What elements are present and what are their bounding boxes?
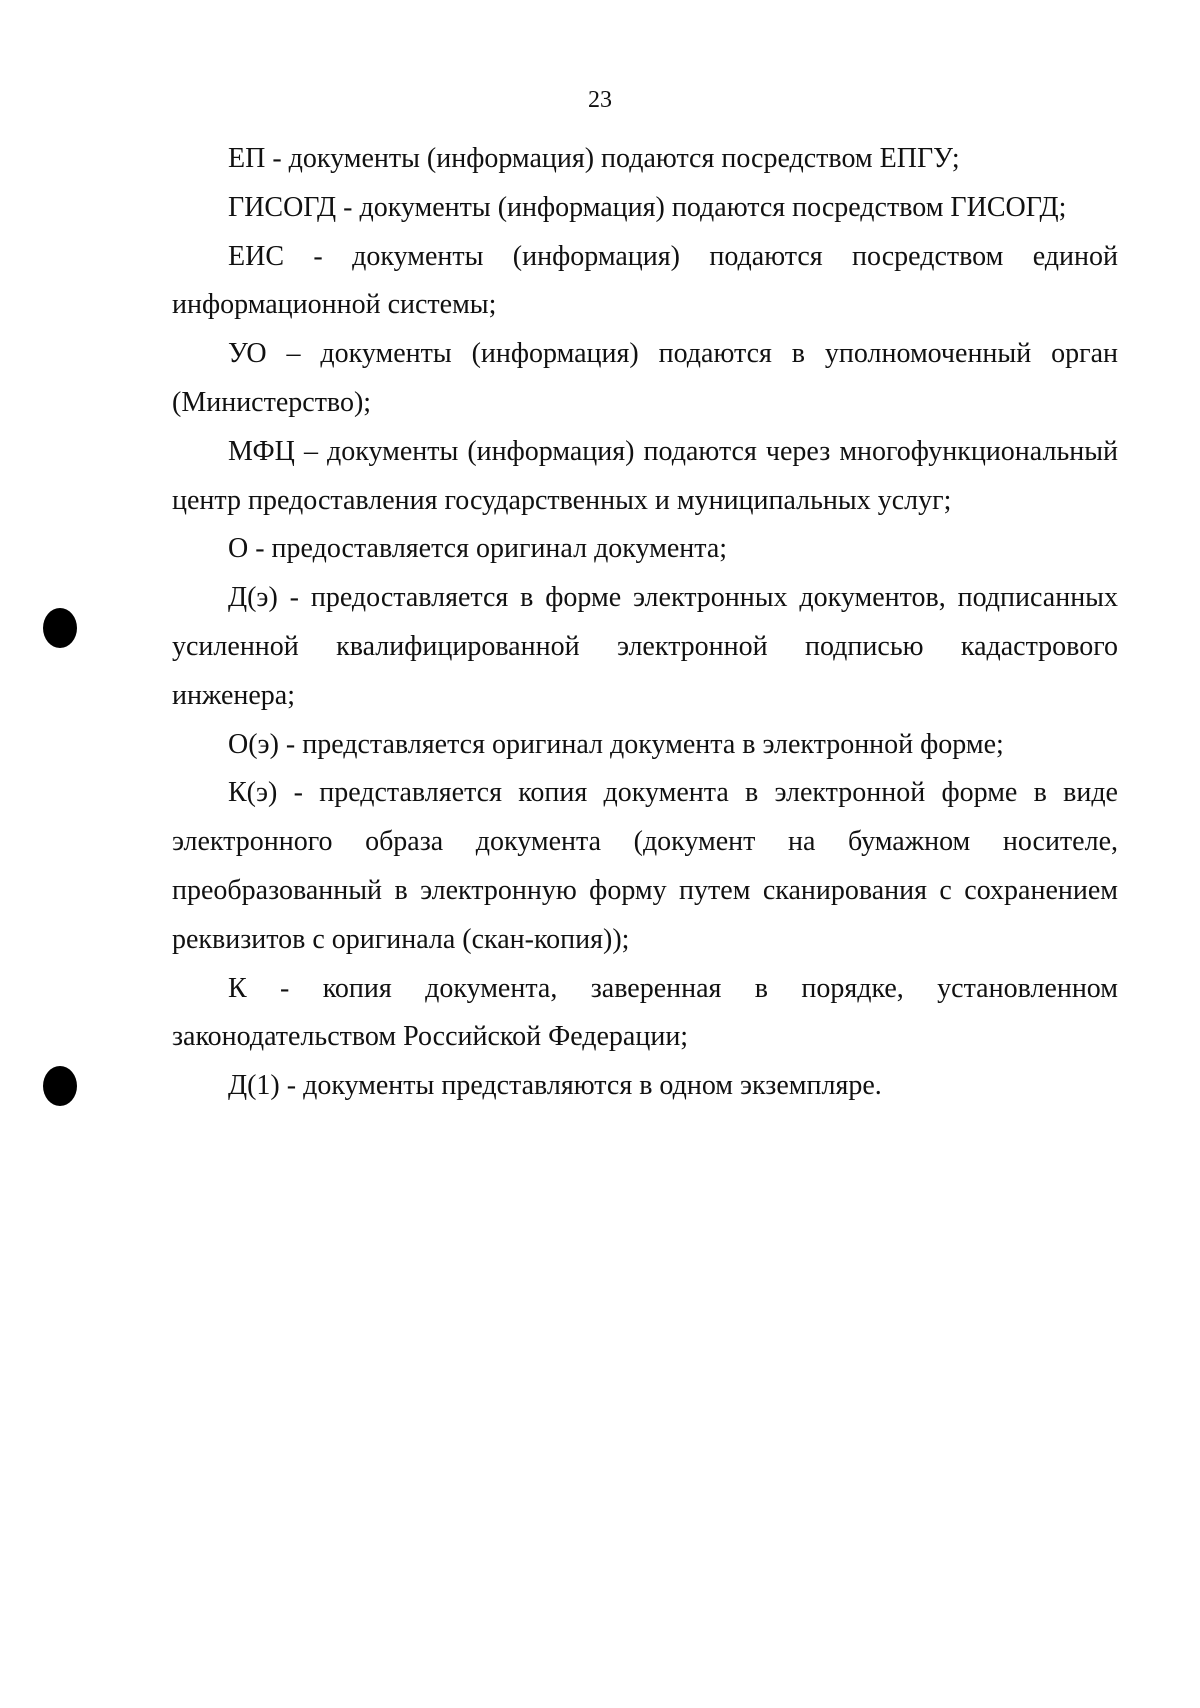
punch-hole-top [43,608,77,648]
paragraph-o: О - предоставляется оригинал документа; [228,533,728,565]
paragraph-eis: ЕИС - документы (информация) подаются посредством единой информационной системы; [172,240,1118,321]
paragraph-k-e: К(э) - представляется копия документа в электронной форме в виде электронного образа документа (документ на бумажном носителе, преобразованный в электронную форму путем сканирования с сохранением реквизитов с оригинала (скан-копия)); [172,777,1118,955]
document-body [172,135,1118,1111]
paragraph-ep: ЕП - документы (информация) подаются посредством ЕПГУ; [228,143,960,174]
paragraph-gisogd: ГИСОГД - документы (информация) подаются посредством ГИСОГД; [228,191,1067,223]
paragraph-k: К - копия документа, заверенная в порядке, установленном законодательством Российской Федерации; [172,972,1118,1053]
page-number: 23 [588,87,612,113]
paragraph-d-e: Д(э) - предоставляется в форме электронных документов, подписанных усиленной квалифицированной электронной подписью кадастрового инженера; [172,582,1118,711]
paragraph-uo: УО – документы (информация) подаются в уполномоченный орган (Министерство); [172,338,1118,418]
punch-hole-bottom [43,1066,77,1106]
paragraph-d-1: Д(1) - документы представляются в одном экземпляре. [228,1070,882,1102]
paragraph-o-e: О(э) - представляется оригинал документа в электронной форме; [228,728,1004,760]
paragraph-mfc: МФЦ – документы (информация) подаются через многофункциональный центр предоставления государственных и муниципальных услуг; [172,435,1118,516]
